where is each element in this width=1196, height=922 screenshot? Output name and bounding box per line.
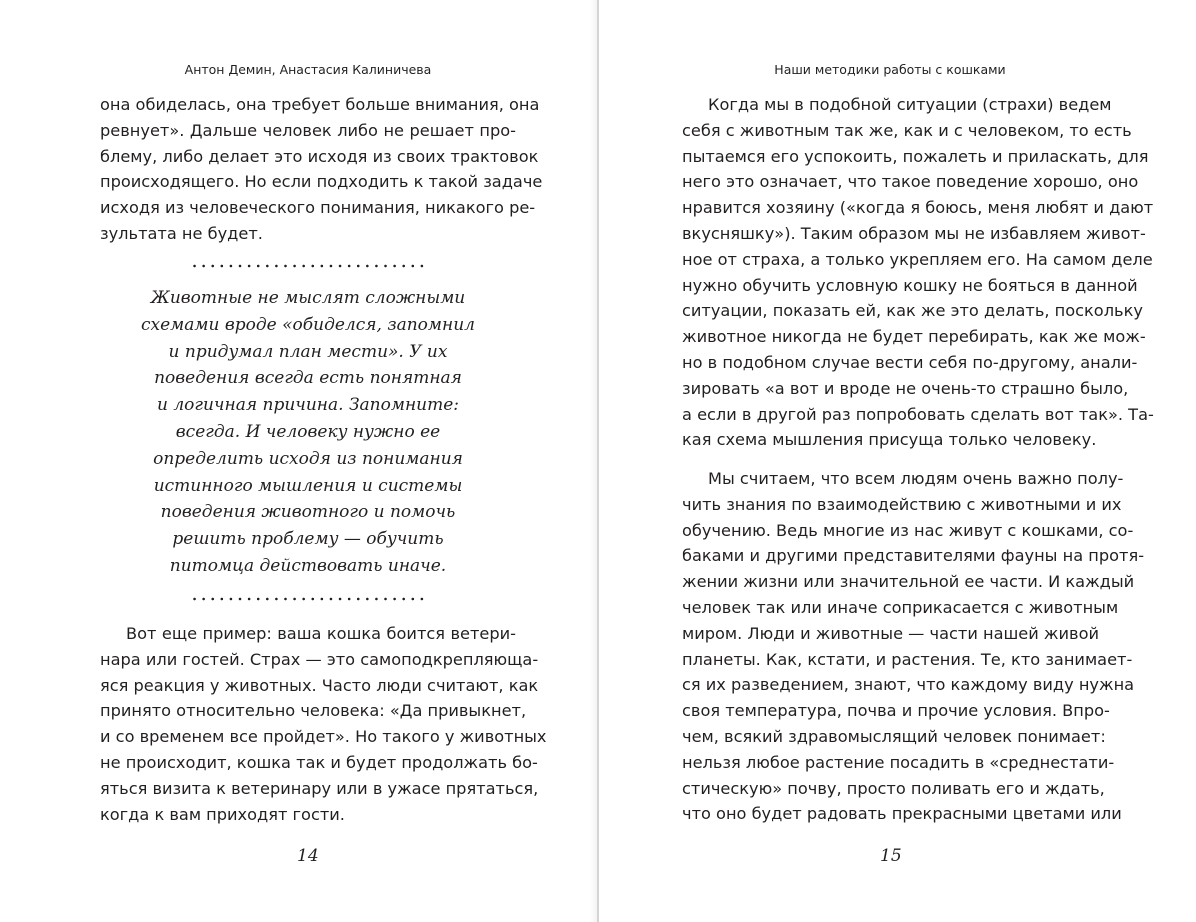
page-number-right: 15 bbox=[880, 846, 902, 866]
text-line: Когда мы в подобной ситуации (страхи) ведем bbox=[708, 95, 1112, 114]
callout-line: истинного мышления и системы bbox=[153, 475, 463, 496]
text-line: баками и другими представителями фауны на протя- bbox=[682, 546, 1145, 566]
text-line: принято относительно человека: «Да привыкнет, bbox=[100, 701, 527, 721]
callout-line: поведения всегда есть понятная bbox=[154, 368, 462, 389]
text-line: блему, либо делает это исходя из своих трактовок bbox=[100, 146, 539, 166]
callout-line: поведения животного и помочь bbox=[160, 502, 456, 523]
callout-top-divider bbox=[190, 264, 426, 268]
page-number-left: 14 bbox=[297, 846, 319, 866]
text-line: нужно обучить условную кошку не бояться в данной bbox=[682, 275, 1138, 295]
text-line: ревнует». Дальше человек либо не решает про- bbox=[100, 120, 516, 140]
text-line: себя с животным так же, как и с человеком, то есть bbox=[682, 120, 1132, 140]
text-line: ное от страха, а только укрепляем его. На самом деле bbox=[682, 249, 1153, 269]
callout-line: и логичная причина. Запомните: bbox=[156, 395, 460, 416]
callout-line: схемами вроде «обиделся, запомнил bbox=[141, 314, 475, 335]
gutter-shadow bbox=[590, 0, 597, 922]
text-line: кая схема мышления присуща только человеку. bbox=[682, 430, 1097, 450]
text-line: яся реакция у животных. Часто люди считают, как bbox=[100, 675, 539, 695]
callout-bottom-divider bbox=[190, 597, 426, 601]
text-line: она обиделась, она требует больше внимания, она bbox=[100, 95, 540, 114]
text-line: нара или гостей. Страх — это самоподкрепляюща- bbox=[100, 649, 539, 669]
text-line: своя температура, почва и прочие условия. Впро- bbox=[682, 701, 1110, 721]
text-line: животное никогда не будет перебирать, как же мож- bbox=[682, 327, 1146, 347]
text-line: но в подобном случае вести себя по-другому, анали- bbox=[682, 352, 1138, 372]
running-head-right: Наши методики работы с кошками bbox=[774, 62, 1006, 77]
text-line: зировать «а вот и вроде не очень-то страшно было, bbox=[682, 378, 1129, 398]
text-line: чить знания по взаимодействию с животными и их bbox=[682, 494, 1122, 514]
text-line: чем, всякий здравомыслящий человек понимает: bbox=[682, 726, 1106, 746]
text-line: и со временем все пройдет». Но такого у животных bbox=[100, 727, 547, 747]
text-line: не происходит, кошка так и будет продолжать бо- bbox=[100, 752, 538, 772]
running-head-left: Антон Демин, Анастасия Калиничева bbox=[184, 62, 432, 77]
text-line: обучению. Ведь многие из нас живут с кошками, со- bbox=[682, 520, 1134, 540]
right-paragraph-1 bbox=[682, 92, 1154, 453]
callout-line: определить исходя из понимания bbox=[153, 448, 463, 469]
text-line: человек так или иначе соприкасается с животным bbox=[682, 597, 1119, 617]
text-line: вкусняшку»). Таким образом мы не избавляем живот- bbox=[682, 223, 1146, 243]
text-line: него это означает, что такое поведение хорошо, оно bbox=[682, 172, 1139, 192]
text-line: исходя из человеческого понимания, никакого ре- bbox=[100, 198, 536, 218]
text-line: стическую» почву, просто поливать его и ждать, bbox=[682, 778, 1105, 798]
text-line: Мы считаем, что всем людям очень важно полу- bbox=[708, 469, 1124, 488]
left-paragraph-1 bbox=[100, 92, 543, 247]
text-line: Вот еще пример: ваша кошка боится ветери- bbox=[126, 624, 516, 643]
text-line: планеты. Как, кстати, и растения. Те, кто занимает- bbox=[682, 649, 1133, 669]
handwritten-callout bbox=[110, 285, 506, 580]
text-line: нельзя любое растение посадить в «среднестати- bbox=[682, 752, 1115, 772]
text-line: ситуации, показать ей, как же это делать, поскольку bbox=[682, 301, 1143, 321]
text-line: жении жизни или значительной ее части. И каждый bbox=[682, 572, 1135, 592]
text-line: яться визита к ветеринару или в ужасе прятаться, bbox=[100, 778, 539, 798]
text-line: происходящего. Но если подходить к такой задаче bbox=[100, 172, 543, 192]
text-line: зультата не будет. bbox=[100, 223, 263, 243]
callout-line: питомца действовать иначе. bbox=[169, 555, 447, 576]
right-paragraph-2 bbox=[682, 466, 1145, 827]
text-line: что оно будет радовать прекрасными цветами или bbox=[682, 804, 1122, 824]
text-line: миром. Люди и животные — части нашей живой bbox=[682, 623, 1100, 643]
callout-line: всегда. И человеку нужно ее bbox=[175, 421, 441, 442]
callout-line: решить проблему — обучить bbox=[172, 529, 444, 550]
callout-line: и придумал план мести». У их bbox=[168, 341, 448, 362]
text-line: нравится хозяину («когда я боюсь, меня любят и дают bbox=[682, 198, 1154, 218]
text-line: когда к вам приходят гости. bbox=[100, 804, 345, 824]
right-page bbox=[599, 0, 1196, 922]
text-line: ся их разведением, знают, что каждому виду нужна bbox=[682, 675, 1135, 695]
text-line: пытаемся его успокоить, пожалеть и приласкать, для bbox=[682, 146, 1149, 166]
left-paragraph-2 bbox=[100, 621, 547, 827]
text-line: а если в другой раз попробовать сделать вот так». Та- bbox=[682, 404, 1154, 424]
callout-line: Животные не мыслят сложными bbox=[150, 288, 466, 308]
